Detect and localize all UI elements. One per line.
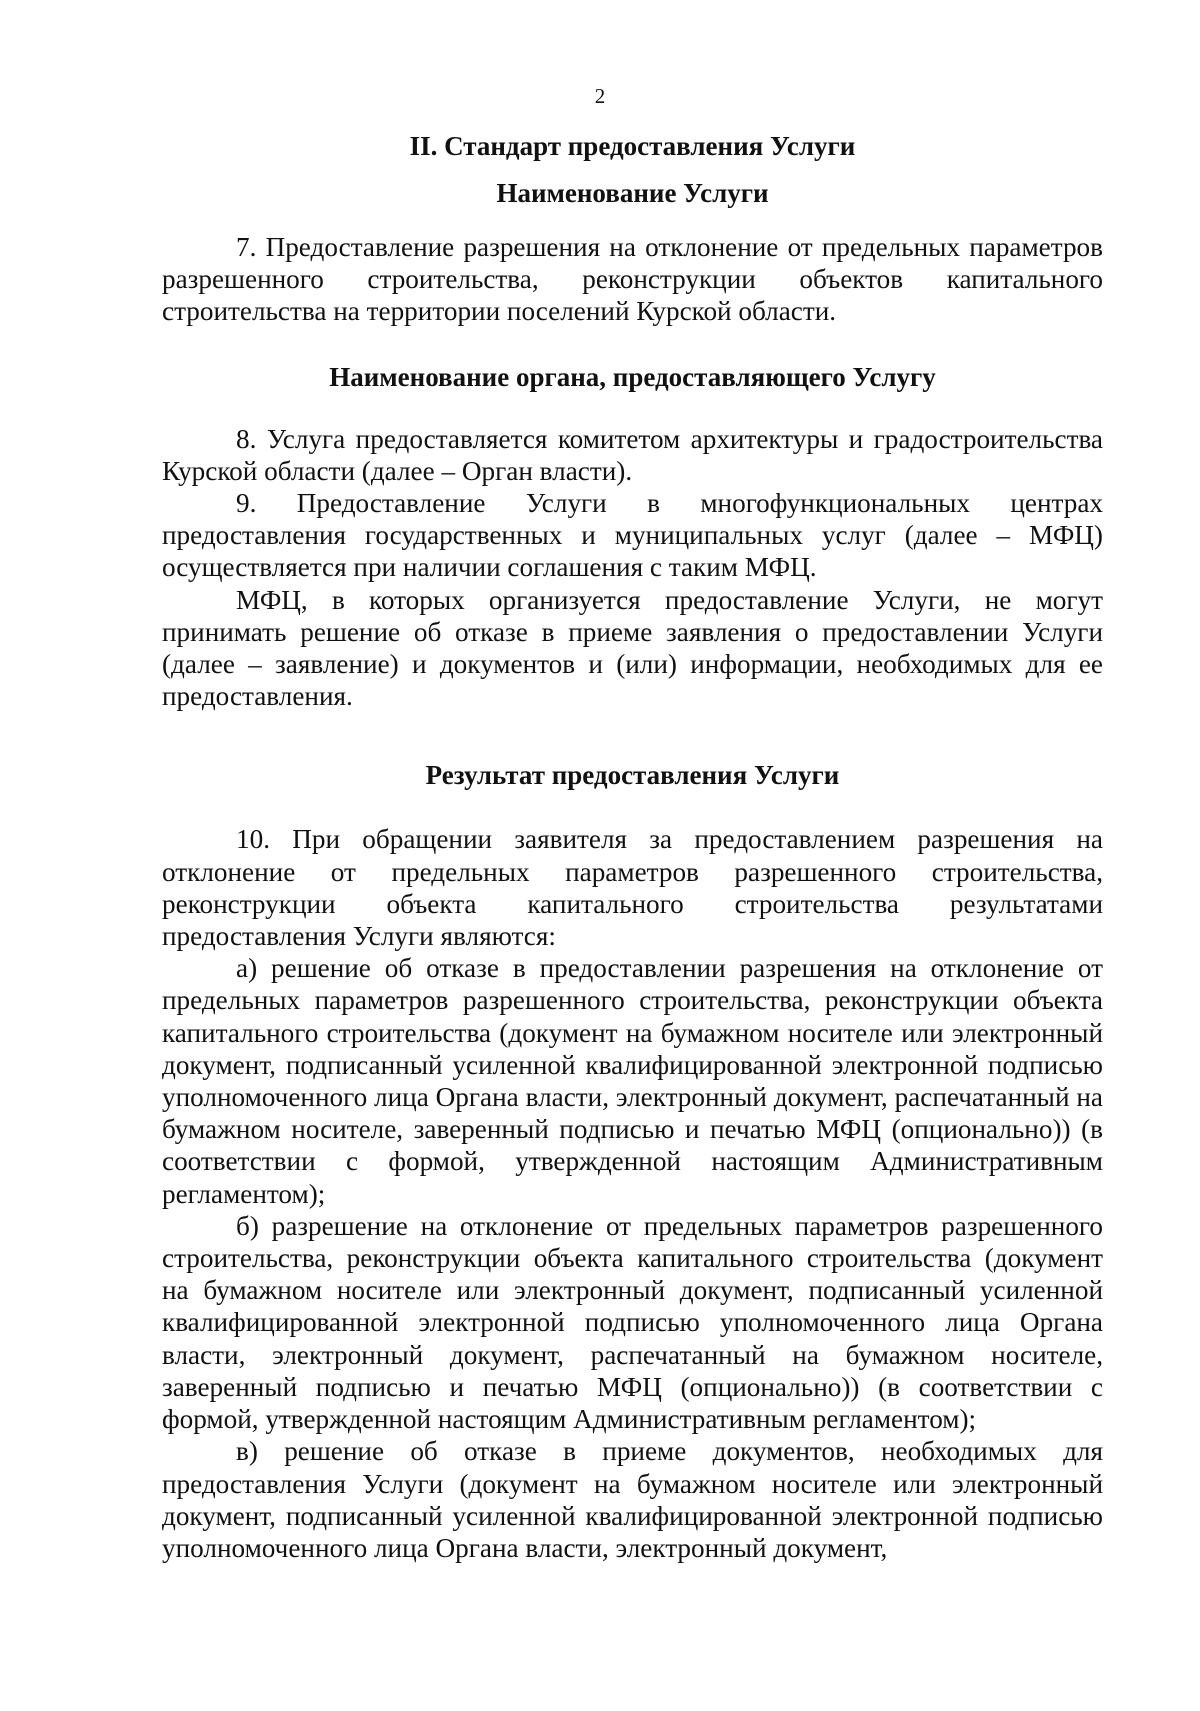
paragraph-10-v: в) решение об отказе в приеме документов, необходимых для предоставления Услуги (документ на бумажном носителе или электронный документ, подписанный усиленной квалифицированной электронной подписью уполномоченного лица Органа власти, электронный документ,: [162, 1436, 1103, 1563]
paragraph-mfc: МФЦ, в которых организуется предоставление Услуги, не могут принимать решение об отказе в приеме заявления о предоставлении Услуги (далее – заявление) и документов и (или) информации, необходимых для ее предоставления.: [162, 584, 1103, 712]
paragraph-9: 9. Предоставление Услуги в многофункциональных центрах предоставления государственных и муниципальных услуг (далее – МФЦ) осуществляется при наличии соглашения с таким МФЦ.: [162, 488, 1103, 583]
paragraph-10: 10. При обращении заявителя за предоставлением разрешения на отклонение от предельных параметров разрешенного строительства, реконструкции объекта капитального строительства результатами предоставления Услуги являются:: [162, 824, 1103, 952]
page-number: 2: [594, 84, 606, 108]
paragraph-10-a: а) решение об отказе в предоставлении разрешения на отклонение от предельных параметров разрешенного строительства, реконструкции объекта капитального строительства (документ на бумажном носителе или электронный документ, подписанный усиленной квалифицированной электронной подписью уполномоченного лица Органа власти, электронный документ, распечатанный на бумажном носителе, заверенный подписью и печатью МФЦ (опционально)) (в соответствии с формой, утвержденной настоящим Административным регламентом);: [162, 953, 1103, 1209]
paragraph-10-b: б) разрешение на отклонение от предельных параметров разрешенного строительства, реконструкции объекта капитального строительства (документ на бумажном носителе или электронный документ, подписанный усиленной квалифицированной электронной подписью уполномоченного лица Органа власти, электронный документ, распечатанный на бумажном носителе, заверенный подписью и печатью МФЦ (опционально)) (в соответствии с формой, утвержденной настоящим Административным регламентом);: [162, 1210, 1103, 1435]
document-body: [162, 130, 1103, 1564]
paragraph-8: 8. Услуга предоставляется комитетом архитектуры и градостроительства Курской области (далее – Орган власти).: [162, 423, 1103, 486]
heading-service-result: Результат предоставления Услуги: [425, 760, 840, 791]
paragraph-7: 7. Предоставление разрешения на отклонение от предельных параметров разрешенного строительства, реконструкции объектов капитального строительства на территории поселений Курской области.: [162, 232, 1103, 327]
heading-service-name: Наименование Услуги: [496, 178, 769, 208]
heading-authority-name: Наименование органа, предоставляющего Услугу: [329, 361, 936, 392]
section-title-standard: II. Стандарт предоставления Услуги: [409, 131, 856, 161]
